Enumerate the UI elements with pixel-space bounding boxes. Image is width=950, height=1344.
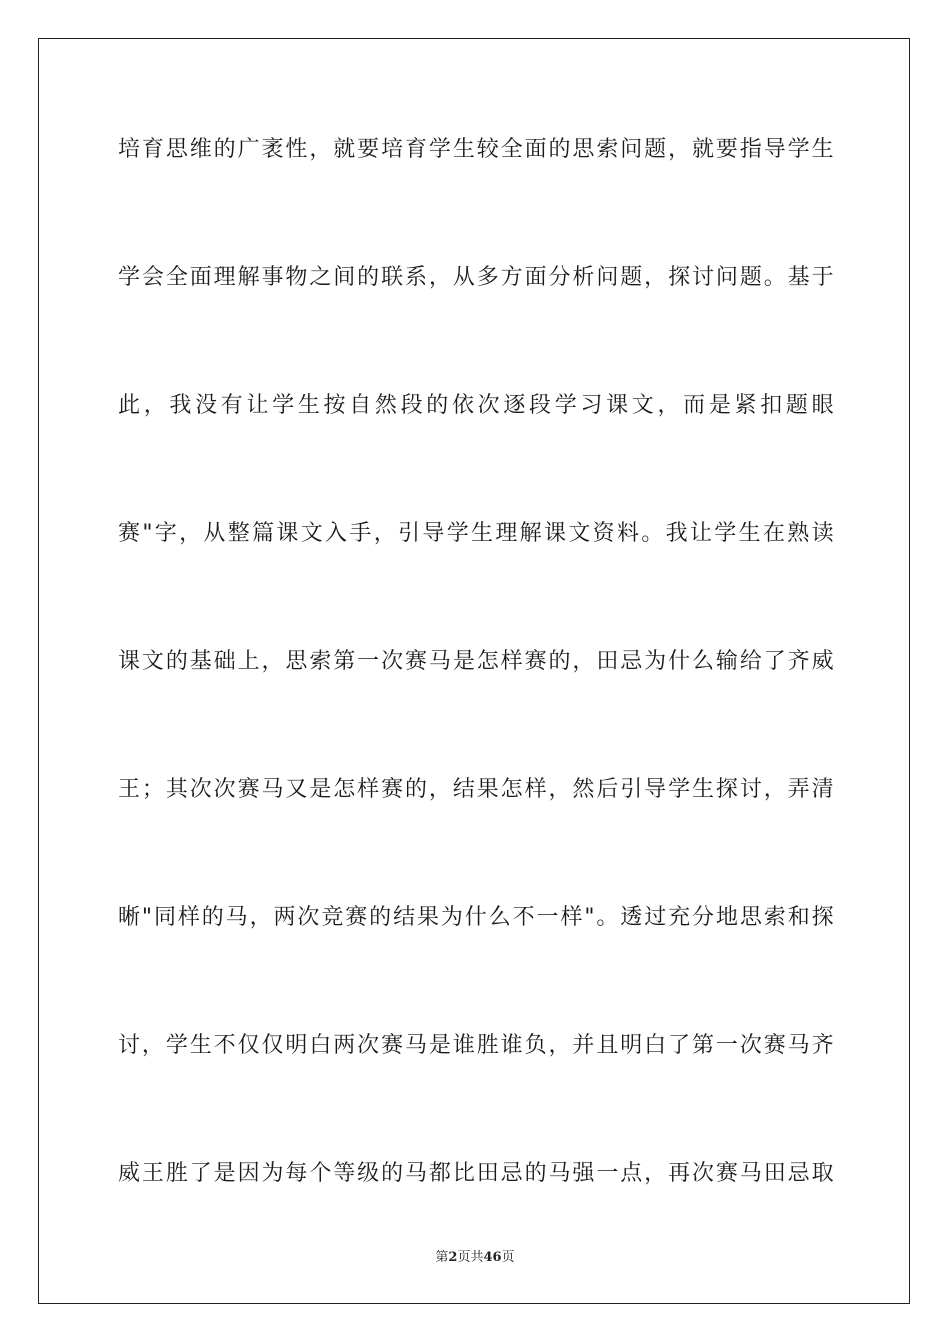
text-line: 晰"同样的马，两次竞赛的结果为什么不一样"。透过充分地思索和探 xyxy=(118,905,834,930)
page-total: 46 xyxy=(483,1250,502,1265)
total-suffix: 页 xyxy=(501,1250,515,1265)
text-line: 威王胜了是因为每个等级的马都比田忌的马强一点，再次赛马田忌取 xyxy=(118,1161,834,1186)
text-line: 培育思维的广袤性，就要培育学生较全面的思索问题，就要指导学生 xyxy=(118,137,834,162)
page-suffix: 页 xyxy=(457,1250,471,1265)
text-line: 此，我没有让学生按自然段的依次逐段学习课文，而是紧扣题眼 xyxy=(118,393,834,418)
document-body xyxy=(118,126,834,1278)
text-line: 讨，学生不仅仅明白两次赛马是谁胜谁负，并且明白了第一次赛马齐 xyxy=(118,1033,834,1058)
text-line: 课文的基础上，思索第一次赛马是怎样赛的，田忌为什么输给了齐威 xyxy=(118,649,834,674)
page-footer xyxy=(0,1246,950,1265)
total-prefix: 共 xyxy=(470,1250,484,1265)
text-line: 赛"字，从整篇课文入手，引导学生理解课文资料。我让学生在熟读 xyxy=(118,521,834,546)
page-prefix: 第 xyxy=(435,1250,449,1265)
text-line: 王；其次次赛马又是怎样赛的，结果怎样，然后引导学生探讨，弄清 xyxy=(118,777,834,802)
text-line: 学会全面理解事物之间的联系，从多方面分析问题，探讨问题。基于 xyxy=(118,265,834,290)
page-number: 2 xyxy=(448,1250,458,1265)
